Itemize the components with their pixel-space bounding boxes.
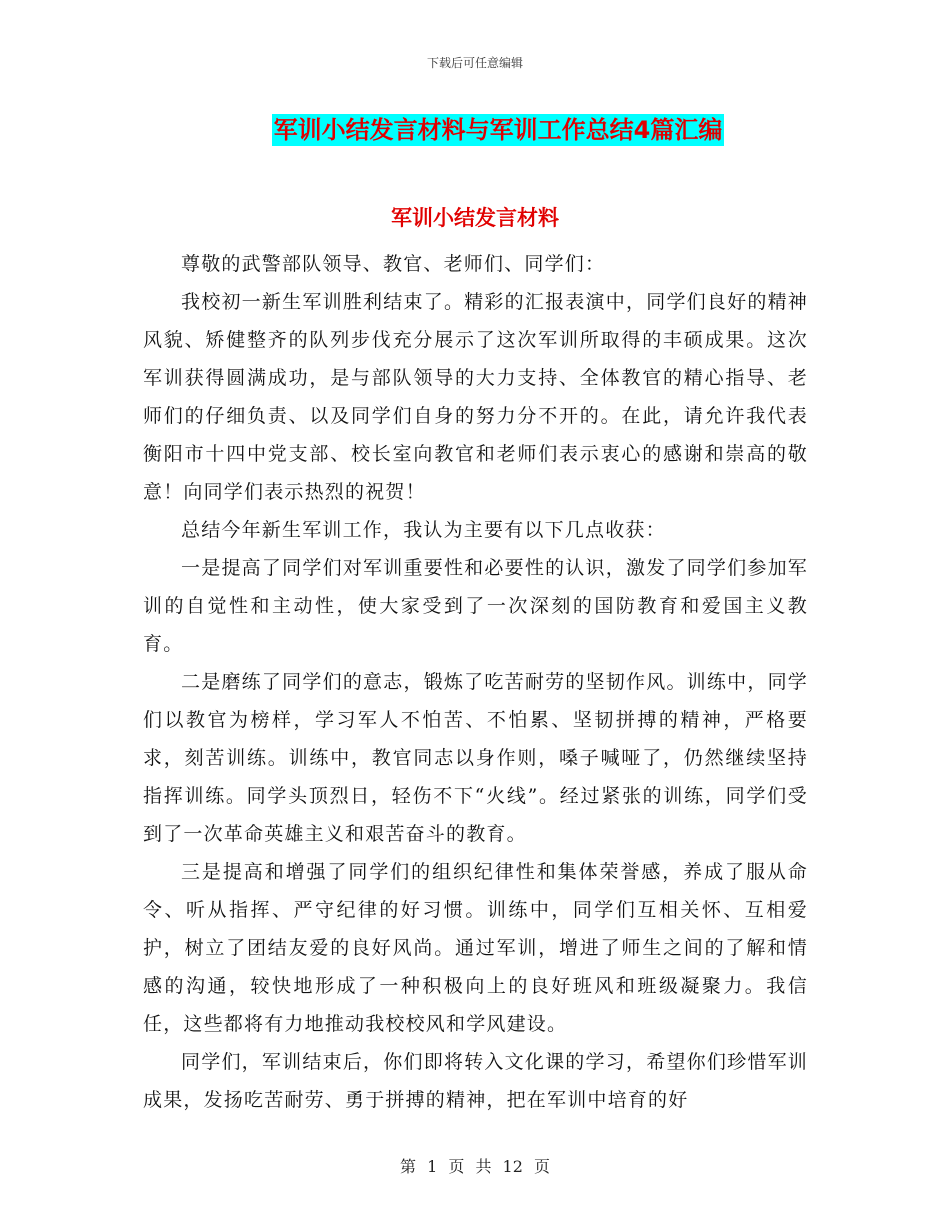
page-footer: 第 1 页 共 12 页 <box>400 1157 550 1176</box>
body-paragraph: 三是提高和增强了同学们的组织纪律性和集体荣誉感，养成了服从命令、听从指挥、严守纪律的好习惯。训练中，同学们互相关怀、互相爱护，树立了团结友爱的良好风尚。通过军训，增进了师生之间的了解和情感的沟通，较快地形成了一种积极向上的良好班风和班级凝聚力。我信任，这些都将有力地推动我校校风和学风建设。 <box>143 861 808 1035</box>
body-paragraph: 二是磨练了同学们的意志，锻炼了吃苦耐劳的坚韧作风。训练中，同学们以教官为榜样，学习军人不怕苦、不怕累、坚韧拼搏的精神，严格要求，刻苦训练。训练中，教官同志以身作则，嗓子喊哑了，仍然继续坚持指挥训练。同学头顶烈日，轻伤不下“火线”。经过紧张的训练，同学们受到了一次革命英雄主义和艰苦奋斗的教育。 <box>143 671 808 845</box>
main-title-wrap <box>0 114 950 146</box>
salutation-paragraph: 尊敬的武警部队领导、教官、老师们、同学们： <box>181 253 606 275</box>
body-paragraph: 一是提高了同学们对军训重要性和必要性的认识，激发了同学们参加军训的自觉性和主动性，使大家受到了一次深刻的国防教育和爱国主义教育。 <box>143 557 808 655</box>
section-title: 军训小结发言材料 <box>391 206 559 230</box>
body-paragraph: 同学们，军训结束后，你们即将转入文化课的学习，希望你们珍惜军训成果，发扬吃苦耐劳、勇于拼搏的精神，把在军训中培育的好 <box>143 1051 808 1111</box>
body-paragraph: 总结今年新生军训工作，我认为主要有以下几点收获： <box>181 519 666 541</box>
page-header-note: 下载后可任意编辑 <box>426 56 523 70</box>
main-title: 军训小结发言材料与军训工作总结4篇汇编 <box>273 116 723 144</box>
document-body <box>143 245 808 1119</box>
body-paragraph: 我校初一新生军训胜利结束了。精彩的汇报表演中，同学们良好的精神风貌、矫健整齐的队列步伐充分展示了这次军训所取得的丰硕成果。这次军训获得圆满成功，是与部队领导的大力支持、全体教官的精心指导、老师们的仔细负责、以及同学们自身的努力分不开的。在此，请允许我代表衡阳市十四中党支部、校长室向教官和老师们表示衷心的感谢和崇高的敬意！向同学们表示热烈的祝贺！ <box>143 291 808 503</box>
